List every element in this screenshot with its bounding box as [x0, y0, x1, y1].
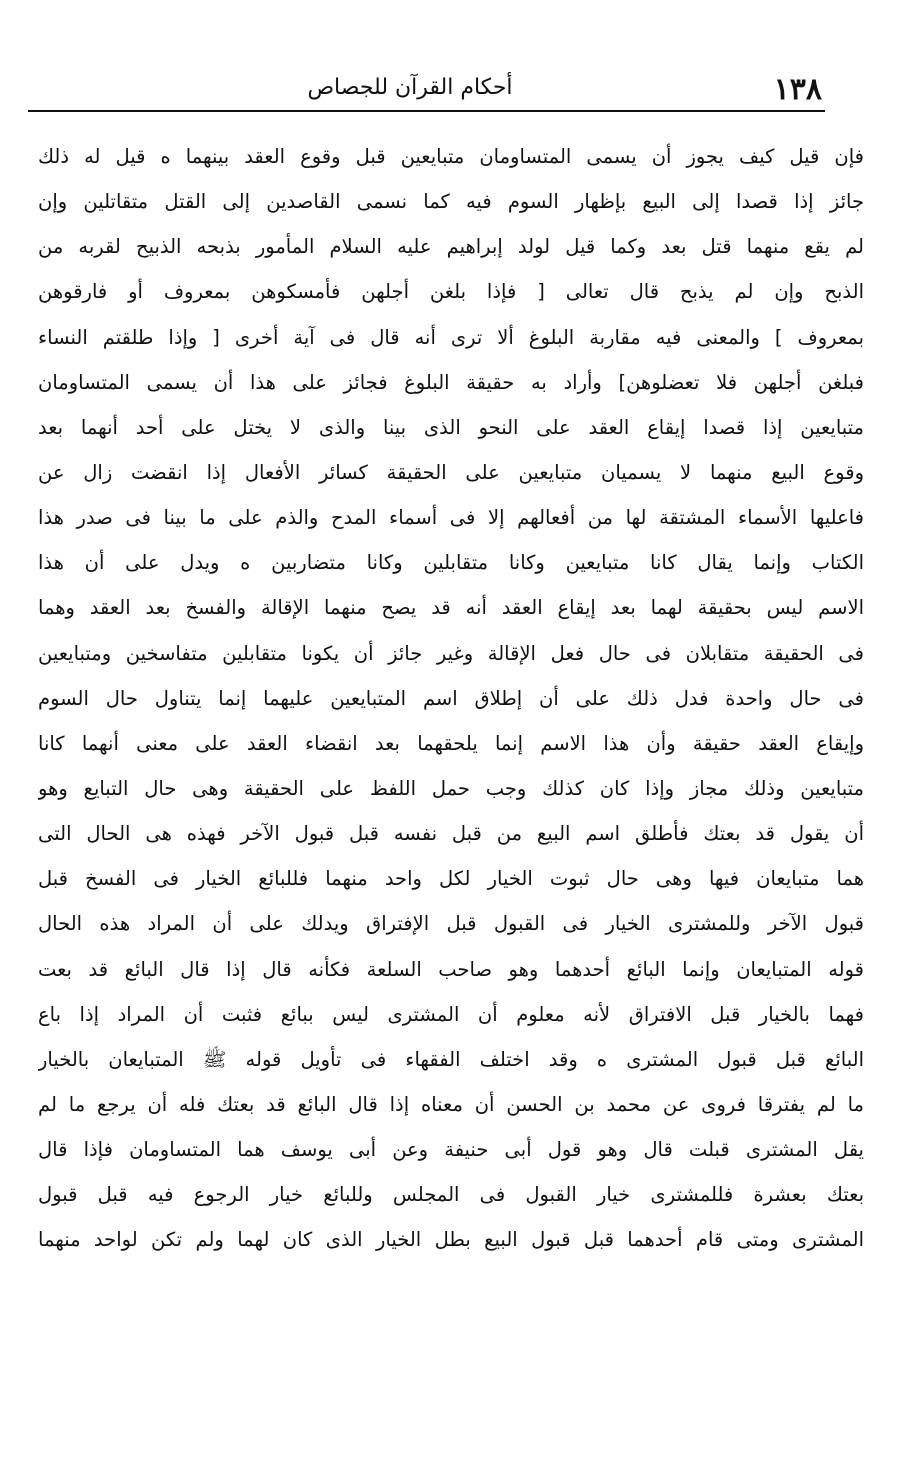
header-rule: [28, 110, 825, 112]
text-line: هما متبايعان فيها وهى حال ثبوت الخيار لكل واحد منهما فللبائع الخيار فى الفسخ قبل: [38, 867, 864, 891]
text-line: لم يقع منهما قتل بعد وكما قيل لولد إبراهيم عليه السلام المأمور بذبحه الذبيح لقربه من: [38, 235, 864, 259]
body-text: [38, 134, 864, 1263]
text-line: المشترى ومتى قام أحدهما قبل قبول البيع بطل الخيار الذى كان لهما ولم تكن لواحد منهما: [38, 1228, 864, 1252]
text-line: بمعروف ] والمعنى فيه مقاربة البلوغ ألا ترى أنه قال فى آية أخرى [ وإذا طلقتم النساء: [38, 325, 864, 349]
page-header: [40, 66, 822, 112]
text-line: فى حال واحدة فدل ذلك على أن إطلاق اسم المتبايعين عليهما إنما يتناول حال السوم: [38, 686, 864, 710]
text-line: فى الحقيقة متقابلان فى حال فعل الإقالة وغير جائز أن يكونا متقابلين متفاسخين ومتبايعين: [38, 641, 864, 665]
text-line: فاعليها الأسماء المشتقة لها من أفعالهم إلا فى أسماء المدح والذم على ما بينا فى صدر هذا: [38, 506, 864, 530]
text-line: جائز إذا قصدا إلى البيع بإظهار السوم فيه كما نسمى القاصدين إلى القتل متقاتلين وإن: [38, 190, 864, 214]
text-line: قبول الآخر وللمشترى الخيار فى القبول قبل الإفتراق ويدلك على أن المراد هذه الحال: [38, 912, 864, 936]
text-line: ما لم يفترقا فروى عن محمد بن الحسن أن معناه إذا قال البائع قد بعتك فله أن يرجع ما لم: [38, 1092, 864, 1116]
text-line: فبلغن أجلهن فلا تعضلوهن] وأراد به حقيقة البلوغ فجائز على هذا أن يسمى المتساومان: [38, 370, 864, 394]
text-line: فهما بالخيار قبل الافتراق لأنه معلوم أن المشترى ليس ببائع فثبت أن المراد إذا باع: [38, 1002, 864, 1026]
text-line: متبايعين وذلك مجاز وإذا كان كذلك وجب حمل اللفظ على الحقيقة وهى حال التبايع وهو: [38, 776, 864, 800]
text-line: يقل المشترى قبلت قال وهو قول أبى حنيفة وعن أبى يوسف هما المتساومان فإذا قال: [38, 1138, 864, 1162]
page-number: ١٣٨: [773, 72, 822, 107]
text-line: البائع قبل قبول المشترى ه وقد اختلف الفقهاء فى تأويل قوله ﷺ المتبايعان بالخيار: [38, 1047, 864, 1071]
text-line: أن يقول قد بعتك فأطلق اسم البيع من قبل نفسه قبل قبول الآخر فهذه هى الحال التى: [38, 822, 864, 846]
text-line: الاسم ليس بحقيقة لهما بعد إيقاع العقد أنه قد يصح منهما الإقالة والفسخ بعد العقد وهما: [38, 596, 864, 620]
text-line: الذبح وإن لم يذبح قال تعالى [ فإذا بلغن أجلهن فأمسكوهن بمعروف أو فارقوهن: [38, 280, 864, 304]
text-line: فإن قيل كيف يجوز أن يسمى المتساومان متبايعين قبل وقوع العقد بينهما ه قيل له ذلك: [38, 145, 864, 168]
running-title: أحكام القرآن للجصاص: [307, 75, 513, 100]
text-line: بعتك بعشرة فللمشترى خيار القبول فى المجلس وللبائع خيار الرجوع فيه قبل قبول: [38, 1183, 864, 1207]
text-line: الكتاب وإنما يقال كانا متبايعين وكانا متقابلين وكانا متضاربين ه ويدل على أن هذا: [38, 551, 864, 575]
text-line: وإيقاع العقد حقيقة وأن هذا الاسم إنما يلحقهما بعد انقضاء العقد على معنى أنهما كانا: [38, 731, 864, 755]
text-line: وقوع البيع منهما لا يسميان متبايعين على الحقيقة كسائر الأفعال إذا انقضت زال عن: [38, 460, 864, 484]
text-line: متبايعين إذا قصدا إيقاع العقد على النحو الذى بينا والذى لا يختل على أحد أنهما بعد: [38, 415, 864, 439]
text-line: قوله المتبايعان وإنما البائع أحدهما وهو صاحب السلعة فكأنه قال إذا قال البائع قد بعت: [38, 957, 864, 981]
